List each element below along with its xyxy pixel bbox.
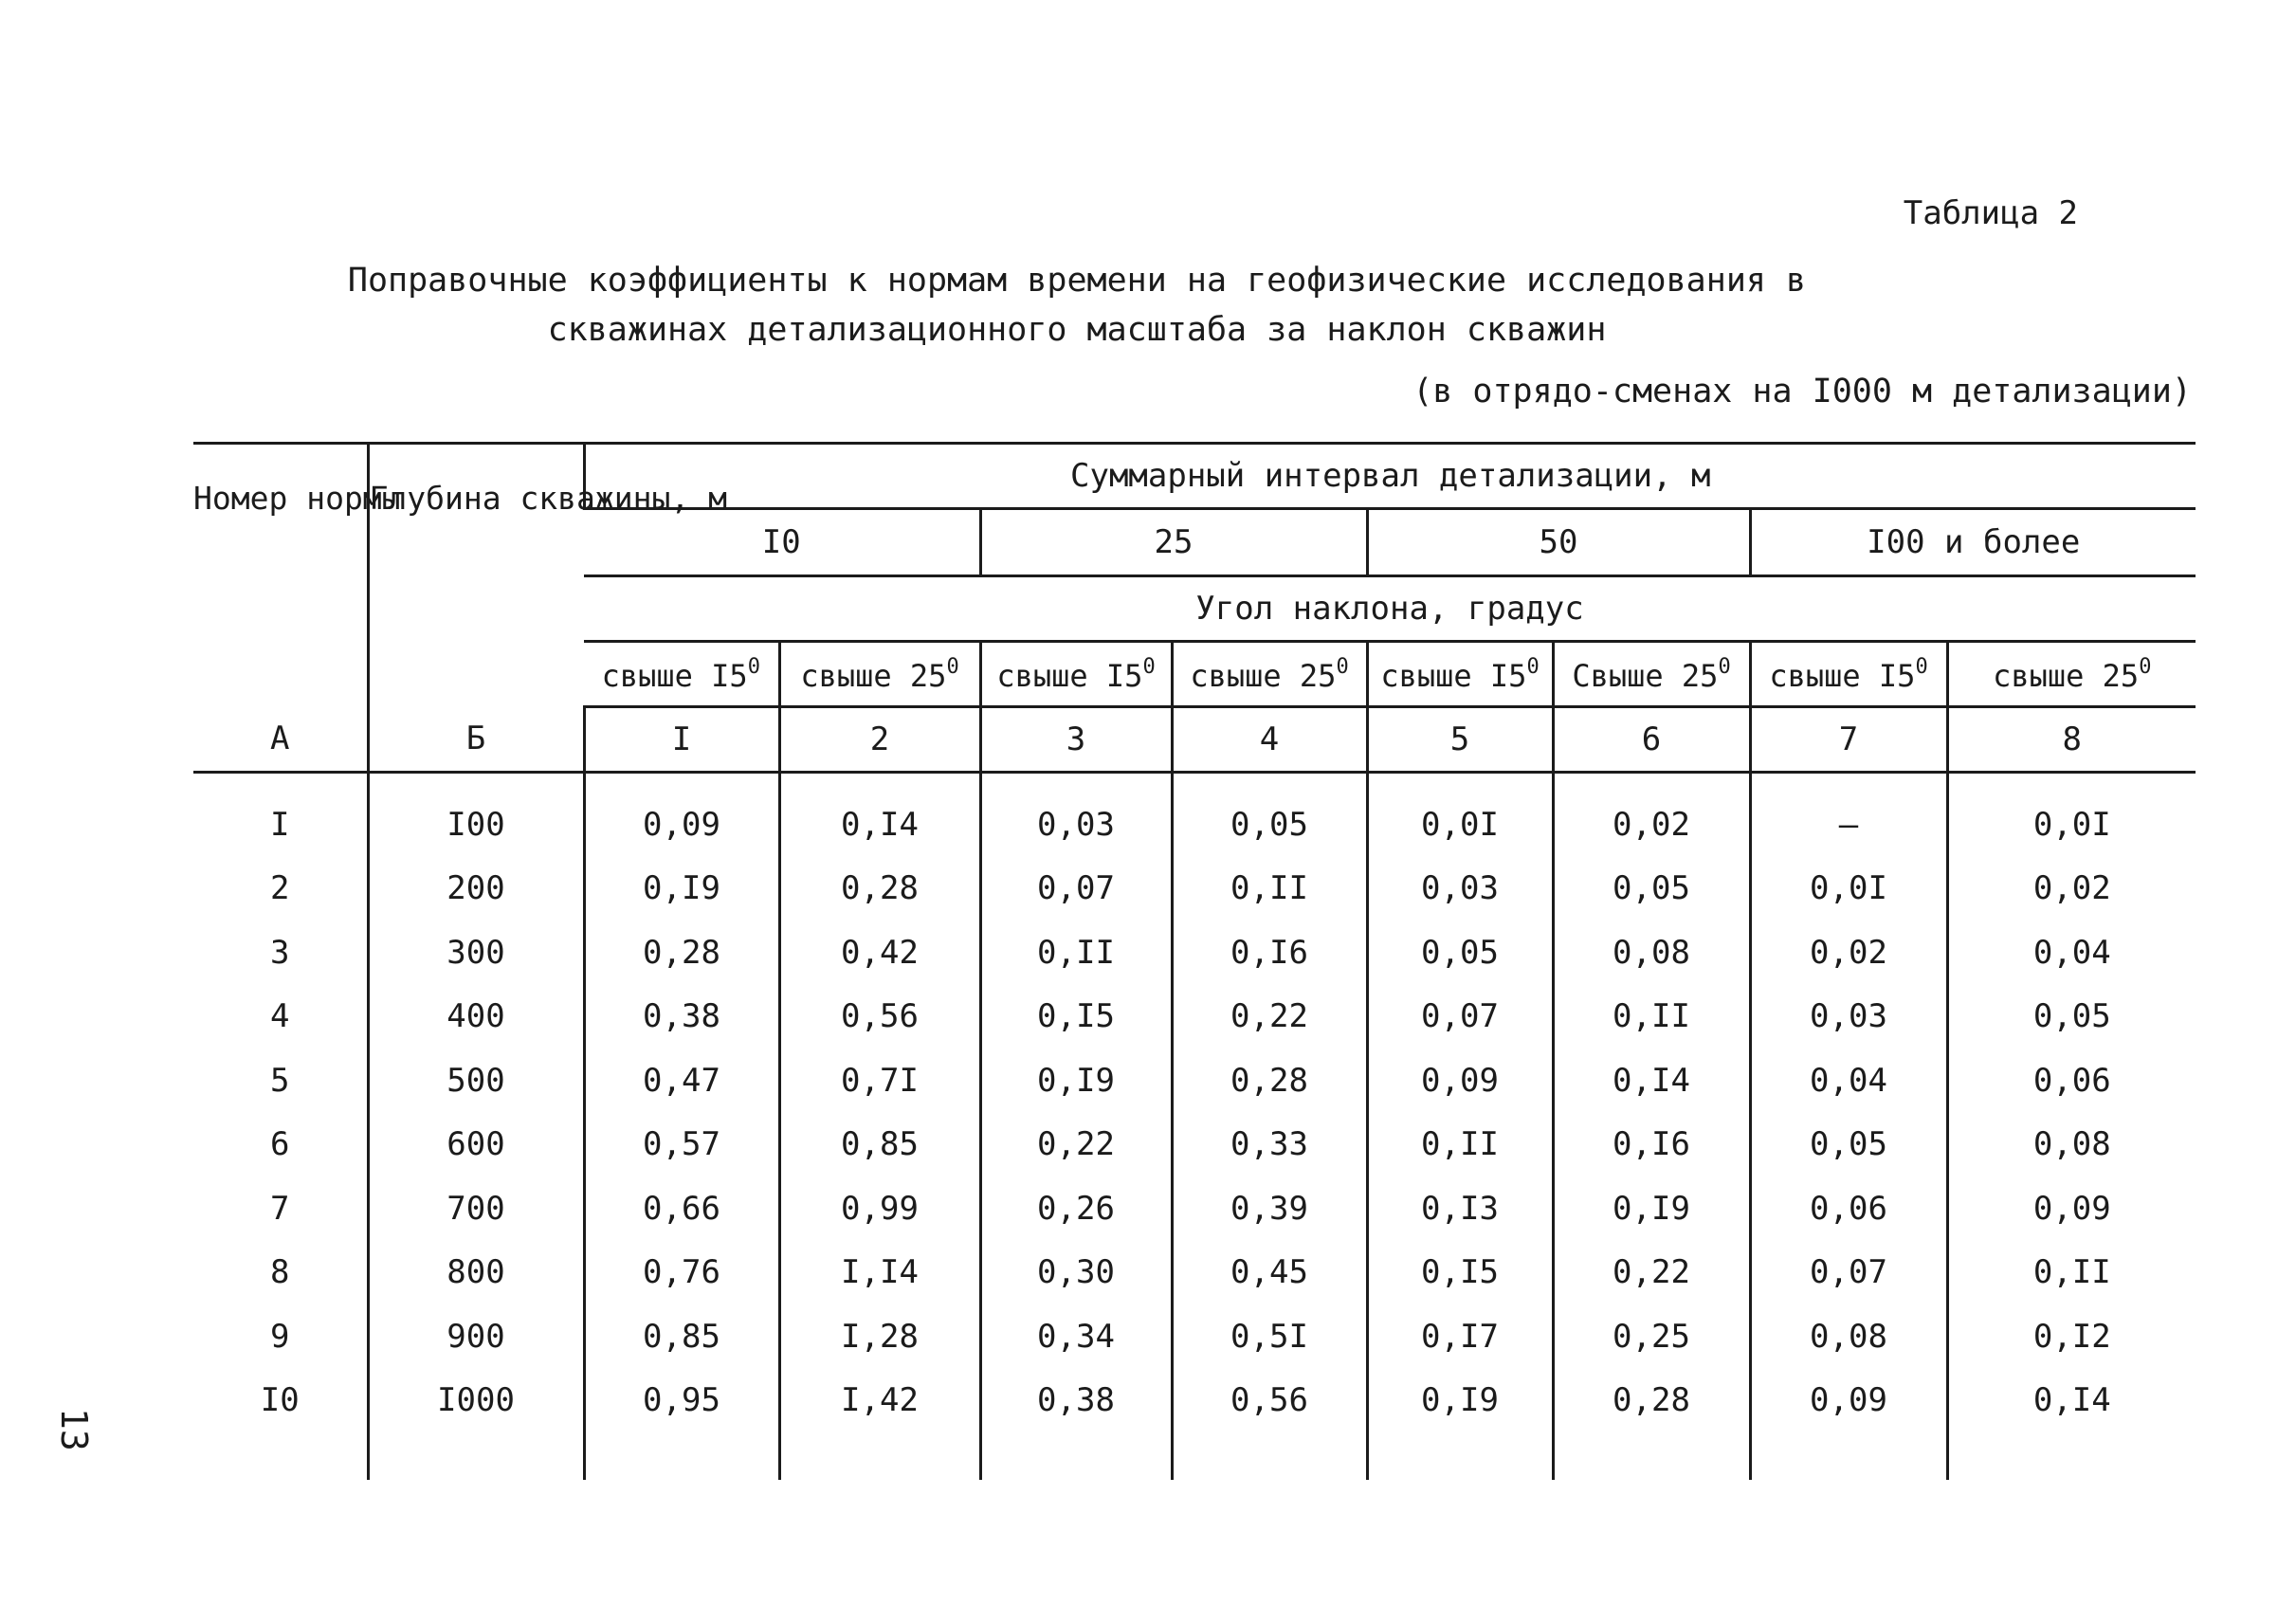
table-cell: 0,I5 [1367, 1241, 1553, 1305]
table-cell: I,28 [779, 1304, 980, 1369]
table-cell [193, 1432, 368, 1480]
header-interval: I0 [584, 509, 980, 576]
table-cell: 0,08 [1553, 921, 1750, 985]
table-cell: 0,I4 [1947, 1369, 2196, 1433]
table-cell: 0,22 [1553, 1241, 1750, 1305]
column-code: 6 [1553, 707, 1750, 773]
table-cell: 0,II [1947, 1241, 2196, 1305]
column-code: 3 [980, 707, 1172, 773]
column-code: 2 [779, 707, 980, 773]
table-cell: 0,03 [1367, 857, 1553, 921]
coefficients-table [193, 442, 2196, 1480]
table-cell: 0,09 [1750, 1369, 1947, 1433]
table-cell: 0,38 [980, 1369, 1172, 1433]
table-cell: 0,85 [779, 1113, 980, 1177]
table-cell: 0,05 [1750, 1113, 1947, 1177]
table-cell: 0,03 [980, 773, 1172, 857]
column-code: Б [368, 707, 584, 773]
table-row [193, 1049, 2196, 1113]
table-cell: 0,I9 [1553, 1176, 1750, 1241]
table-cell: 0,30 [980, 1241, 1172, 1305]
table-cell: 0,66 [584, 1176, 779, 1241]
table-cell: I0 [260, 1381, 300, 1420]
table-cell: 6 [270, 1125, 290, 1164]
table-cell: 0,57 [584, 1113, 779, 1177]
table-cell: 0,02 [1553, 773, 1750, 857]
table-cell: 0,II [1172, 857, 1367, 921]
table-cell: 0,II [980, 921, 1172, 985]
header-angle-value: свыше $I5^0$ [1367, 642, 1553, 707]
table-cell: 0,28 [779, 857, 980, 921]
table-cell: 5 [270, 1061, 290, 1100]
table-cell [779, 1432, 980, 1480]
table-cell [1750, 1432, 1947, 1480]
table-cell: 0,06 [1750, 1176, 1947, 1241]
table-cell: 4 [270, 997, 290, 1036]
table-cell: 0,22 [1172, 985, 1367, 1049]
table-cell: 0,22 [980, 1113, 1172, 1177]
table-cell: 0,II [1553, 985, 1750, 1049]
table-cell: 0,28 [1553, 1369, 1750, 1433]
table-cell: 0,08 [1750, 1304, 1947, 1369]
table-cell: 0,26 [980, 1176, 1172, 1241]
header-angle-value: свыше $25^0$ [1172, 642, 1367, 707]
table-cell [980, 1432, 1172, 1480]
header-interval: 25 [980, 509, 1367, 576]
table-cell: 0,7I [779, 1049, 980, 1113]
table-cell: I,I4 [779, 1241, 980, 1305]
table-cell: 0,02 [1947, 857, 2196, 921]
header-angle-value: свыше $I5^0$ [980, 642, 1172, 707]
header-norm-number: Номер нормы [193, 444, 368, 707]
table-cell: 7 [270, 1189, 290, 1228]
table-cell: 0,I3 [1367, 1176, 1553, 1241]
table-cell: 2 [270, 869, 290, 908]
table-cell: 0,I4 [779, 773, 980, 857]
table-cell: 0,95 [584, 1369, 779, 1433]
table-cell: 0,06 [1947, 1049, 2196, 1113]
table-cell: 0,34 [980, 1304, 1172, 1369]
table-cell: 0,08 [1947, 1113, 2196, 1177]
table-cell: 800 [368, 1241, 584, 1305]
table-cell: 9 [270, 1317, 290, 1356]
header-depth: Глубина скважины, м [368, 444, 584, 707]
table-cell: I000 [368, 1369, 584, 1433]
table-body [193, 773, 2196, 1481]
table-cell: 0,5I [1172, 1304, 1367, 1369]
table-cell: 0,I9 [584, 857, 779, 921]
table-cell: 0,42 [779, 921, 980, 985]
page-number: 13 [53, 1408, 95, 1451]
units-note: (в отрядо-сменах на I000 м детализации) [1412, 373, 2192, 410]
table-cell: 0,I6 [1553, 1113, 1750, 1177]
table-cell: 0,05 [1553, 857, 1750, 921]
table-cell: 0,05 [1947, 985, 2196, 1049]
table-row [193, 1304, 2196, 1369]
table-row [193, 1113, 2196, 1177]
table-cell: 0,25 [1553, 1304, 1750, 1369]
table-title [0, 256, 2296, 355]
table-cell: 0,09 [1947, 1176, 2196, 1241]
table-cell: 0,04 [1947, 921, 2196, 985]
table-cell: 0,03 [1750, 985, 1947, 1049]
table-row [193, 857, 2196, 921]
table-cell: 0,76 [584, 1241, 779, 1305]
table-cell: 0,38 [584, 985, 779, 1049]
table-cell: 3 [270, 933, 290, 972]
table-cell: 0,I9 [980, 1049, 1172, 1113]
table-cell: 900 [368, 1304, 584, 1369]
table-row [193, 773, 2196, 857]
header-angle-value: свыше $I5^0$ [1750, 642, 1947, 707]
column-code: 4 [1172, 707, 1367, 773]
table-cell: 8 [270, 1253, 290, 1292]
column-code: А [193, 707, 368, 773]
table-cell: 0,I4 [1553, 1049, 1750, 1113]
table-cell: 0,07 [1367, 985, 1553, 1049]
table-cell [1553, 1432, 1750, 1480]
table-cell: 0,0I [1947, 773, 2196, 857]
table-cell: 0,28 [1172, 1049, 1367, 1113]
table-cell: 300 [368, 921, 584, 985]
header-interval: 50 [1367, 509, 1750, 576]
table-cell: 0,04 [1750, 1049, 1947, 1113]
table-cell: I [270, 805, 290, 844]
title-line-2: скважинах детализационного масштаба за наклон скважин [547, 311, 1607, 349]
table-cell: 0,07 [1750, 1241, 1947, 1305]
table-cell: 0,I2 [1947, 1304, 2196, 1369]
header-interval: I00 и более [1750, 509, 2196, 576]
table-cell: 0,56 [779, 985, 980, 1049]
table-row [193, 1176, 2196, 1241]
header-row-column-codes [193, 707, 2196, 773]
table-cell: 0,0I [1367, 773, 1553, 857]
table-cell: – [1750, 773, 1947, 857]
table-cell: 0,I7 [1367, 1304, 1553, 1369]
table-label: Таблица 2 [1903, 194, 2078, 232]
table-cell: 0,07 [980, 857, 1172, 921]
table-row-spacer [193, 1432, 2196, 1480]
table-cell [368, 1432, 584, 1480]
table-row [193, 985, 2196, 1049]
title-line-1: Поправочные коэффициенты к нормам времени на геофизические исследования в [347, 262, 1807, 300]
table-cell: 0,28 [584, 921, 779, 985]
table-cell [1367, 1432, 1553, 1480]
table-cell: 0,45 [1172, 1241, 1367, 1305]
column-code: I [584, 707, 779, 773]
table-cell: 600 [368, 1113, 584, 1177]
table-cell: 0,05 [1172, 773, 1367, 857]
table-cell: 0,47 [584, 1049, 779, 1113]
table-row [193, 1369, 2196, 1433]
header-angle-value: свыше $25^0$ [1947, 642, 2196, 707]
table-cell: 700 [368, 1176, 584, 1241]
table-cell: 400 [368, 985, 584, 1049]
table-cell: 500 [368, 1049, 584, 1113]
table-cell: 0,I6 [1172, 921, 1367, 985]
table-cell: 0,05 [1367, 921, 1553, 985]
table-row [193, 1241, 2196, 1305]
table-cell: I,42 [779, 1369, 980, 1433]
table-cell: 0,33 [1172, 1113, 1367, 1177]
table-cell [1947, 1432, 2196, 1480]
table-cell: 0,99 [779, 1176, 980, 1241]
header-angle: Угол наклона, градус [584, 576, 2196, 642]
table-cell: 0,0I [1750, 857, 1947, 921]
header-total-interval: Суммарный интервал детализации, м [584, 444, 2196, 509]
table-cell: 0,85 [584, 1304, 779, 1369]
table-cell: 0,02 [1750, 921, 1947, 985]
table-cell: 200 [368, 857, 584, 921]
column-code: 8 [1947, 707, 2196, 773]
table-cell: I00 [368, 773, 584, 857]
header-angle-value: Свыше $25^0$ [1553, 642, 1750, 707]
table-cell: 0,I5 [980, 985, 1172, 1049]
header-angle-value: свыше $I5^0$ [584, 642, 779, 707]
table-cell: 0,56 [1172, 1369, 1367, 1433]
table-cell: 0,II [1367, 1113, 1553, 1177]
table-cell [584, 1432, 779, 1480]
table-row [193, 921, 2196, 985]
column-code: 7 [1750, 707, 1947, 773]
table-cell: 0,I9 [1367, 1369, 1553, 1433]
table-cell [1172, 1432, 1367, 1480]
table-cell: 0,09 [584, 773, 779, 857]
header-row-1 [193, 444, 2196, 509]
column-code: 5 [1367, 707, 1553, 773]
header-angle-value: свыше $25^0$ [779, 642, 980, 707]
table-cell: 0,39 [1172, 1176, 1367, 1241]
table-cell: 0,09 [1367, 1049, 1553, 1113]
